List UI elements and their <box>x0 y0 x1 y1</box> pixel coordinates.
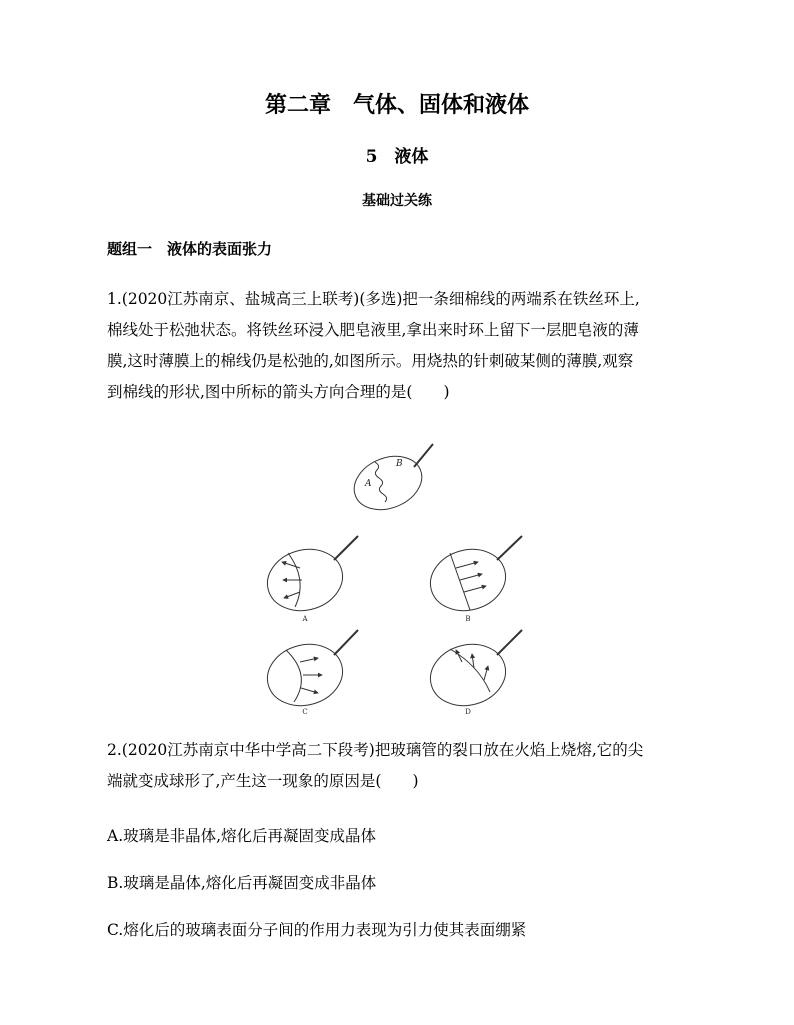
arrow <box>300 658 318 662</box>
option-a-figure <box>261 536 358 619</box>
option-d-figure <box>424 630 522 714</box>
soap-film-figure <box>250 430 550 720</box>
question-1-line: 棉线处于松弛状态。将铁丝环浸入肥皂液里,拿出来时环上留下一层肥皂液的薄 <box>107 321 639 339</box>
group-title: 题组一 液体的表面张力 <box>107 240 273 258</box>
slack-thread <box>375 462 387 502</box>
region-label-b: B <box>396 459 403 469</box>
wire-ring <box>424 636 513 714</box>
option-label-b: B <box>465 615 471 623</box>
arrow <box>284 592 300 598</box>
wire-ring <box>346 447 430 520</box>
option-label-d: D <box>465 708 471 716</box>
arrow <box>484 666 488 680</box>
option-a: A.玻璃是非晶体,熔化后再凝固变成晶体 <box>107 827 377 845</box>
wire-ring <box>424 541 513 619</box>
thread <box>450 553 470 610</box>
option-label-a: A <box>302 615 308 623</box>
chapter-title: 第二章 气体、固体和液体 <box>264 92 529 118</box>
option-c: C.熔化后的玻璃表面分子间的作用力表现为引力使其表面绷紧 <box>107 921 527 939</box>
question-1 <box>107 284 697 408</box>
thread <box>450 649 490 692</box>
arrow <box>282 562 300 568</box>
option-c-figure <box>261 630 358 714</box>
ring-handle <box>414 444 433 467</box>
arrow <box>456 562 478 568</box>
top-ring-figure <box>346 444 433 519</box>
option-b: B.玻璃是晶体,熔化后再凝固变成非晶体 <box>107 874 377 892</box>
question-2-line: 端就变成球形了,产生这一现象的原因是( ) <box>107 772 419 790</box>
question-2-line: 2.(2020江苏南京中华中学高二下段考)把玻璃管的裂口放在火焰上烧熔,它的尖 <box>107 741 644 759</box>
arrow <box>301 688 318 693</box>
option-b-figure <box>424 536 522 619</box>
question-1-line: 1.(2020江苏南京、盐城高三上联考)(多选)把一条细棉线的两端系在铁丝环上, <box>107 290 640 308</box>
ring-handle <box>497 536 522 560</box>
question-2 <box>107 735 697 797</box>
ring-handle <box>497 630 522 655</box>
subsection-title: 基础过关练 <box>362 193 432 209</box>
question-1-line: 膜,这时薄膜上的棉线仍是松弛的,如图所示。用烧热的针刺破某侧的薄膜,观察 <box>107 352 634 370</box>
ring-handle <box>334 630 358 655</box>
ring-handle <box>334 536 358 560</box>
option-label-c: C <box>302 708 308 716</box>
region-label-a: A <box>365 479 372 489</box>
arrow <box>464 586 486 592</box>
question-1-line: 到棉线的形状,图中所标的箭头方向合理的是( ) <box>107 383 450 401</box>
arrow <box>460 574 482 580</box>
thread <box>286 650 301 702</box>
wire-ring <box>261 541 350 619</box>
section-title: 5 液体 <box>365 147 429 167</box>
